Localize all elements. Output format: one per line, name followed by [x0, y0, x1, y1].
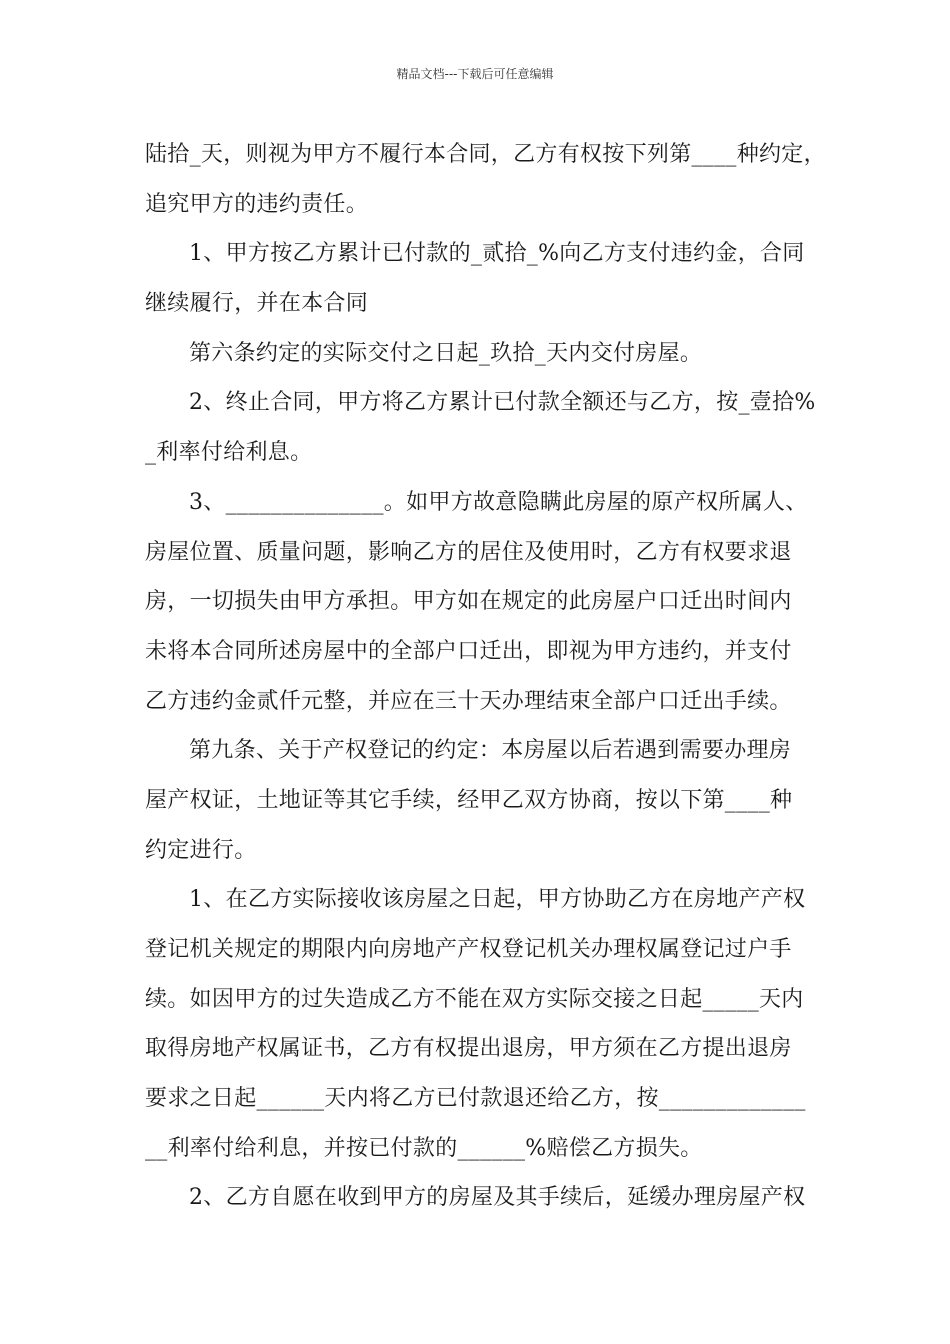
text-line: 第九条、关于产权登记的约定：本房屋以后若遇到需要办理房: [189, 738, 792, 764]
text-line: 2、终止合同，甲方将乙方累计已付款全额还与乙方，按_壹拾%: [189, 390, 816, 416]
text-line: 1、在乙方实际接收该房屋之日起，甲方协助乙方在房地产产权: [189, 887, 806, 913]
text-line: 陆拾_天，则视为甲方不履行本合同，乙方有权按下列第____种约定，: [145, 142, 826, 167]
text-line: 房，一切损失由甲方承担。甲方如在规定的此房屋户口迁出时间内: [145, 589, 792, 615]
document-body: [145, 130, 826, 1223]
text-line: 3、______________。如甲方故意隐瞒此房屋的原产权所属人、: [189, 489, 808, 515]
text-line: 追究甲方的违约责任。: [145, 191, 369, 217]
text-line: 1、甲方按乙方累计已付款的_贰拾_%向乙方支付违约金，合同: [189, 241, 805, 267]
text-line: 2、乙方自愿在收到甲方的房屋及其手续后，延缓办理房屋产权: [189, 1185, 806, 1211]
text-line: 继续履行，并在本合同: [145, 291, 369, 317]
text-line: 房屋位置、质量问题，影响乙方的居住及使用时，乙方有权要求退: [145, 539, 792, 565]
text-line: 屋产权证，土地证等其它手续，经甲乙双方协商，按以下第____种: [145, 787, 793, 813]
page-header: 精品文档---下载后可任意编辑: [396, 67, 554, 81]
text-line: _利率付给利息。: [145, 440, 313, 466]
text-line: 取得房地产权属证书，乙方有权提出退房，甲方须在乙方提出退房: [145, 1036, 792, 1062]
text-line: 未将本合同所述房屋中的全部户口迁出，即视为甲方违约，并支付: [145, 638, 792, 664]
text-line: __利率付给利息，并按已付款的______%赔偿乙方损失。: [145, 1135, 703, 1161]
text-line: 第六条约定的实际交付之日起_玖拾_天内交付房屋。: [189, 340, 703, 366]
text-line: 要求之日起______天内将乙方已付款退还给乙方，按_____________: [145, 1086, 806, 1112]
text-line: 登记机关规定的期限内向房地产产权登记机关办理权属登记过户手: [145, 937, 792, 962]
text-line: 约定进行。: [145, 837, 257, 863]
text-line: 续。如因甲方的过失造成乙方不能在双方实际交接之日起_____天内: [145, 986, 804, 1012]
text-line: 乙方违约金贰仟元整，并应在三十天办理结束全部户口迁出手续。: [145, 688, 792, 714]
